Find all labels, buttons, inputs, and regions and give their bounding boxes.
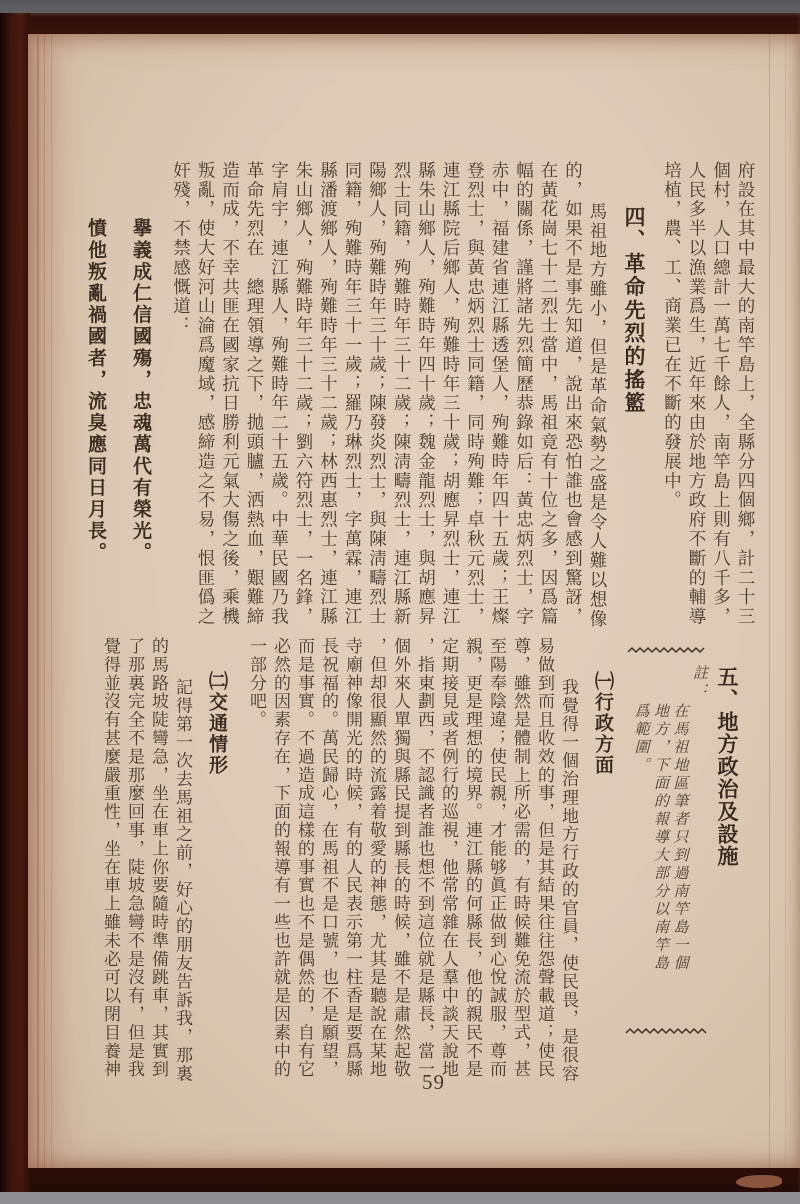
page-edge-line xyxy=(785,34,786,1168)
text-column: 定期接見或者例行的巡視，他常常雜在人羣中談天說地 xyxy=(439,637,458,1079)
book-spine-shadow xyxy=(0,13,30,1192)
text-column: 陽鄉人，殉難時年三十歲；陳發炎烈士，與陳淸疇烈士 xyxy=(367,161,388,627)
text-column: ㈡交通情形 xyxy=(206,671,227,776)
text-column: 易做到而且收效的事，但是其結果往往怨聲載道；使民 xyxy=(535,637,554,1079)
text-column: 憤他叛亂禍國者，流臭應同日月長。 xyxy=(85,218,106,564)
text-column: 個村，人口總計一萬七千餘人，南竿島上則有八千多， xyxy=(711,161,732,627)
text-column: 縣潘渡鄉人，殉難時年三十二歲；林西惠烈士，連江縣 xyxy=(318,161,339,627)
text-column: 了那裏完全不是那麼回事，陡坡急彎不是沒有，但是我 xyxy=(125,637,144,1079)
section-martyrs-cradle xyxy=(79,161,758,633)
text-column: 奸殘，不禁感慨道： xyxy=(171,161,192,336)
text-column: 的馬路坡陡彎急，坐在車上你要隨時準備跳車，其實到 xyxy=(149,637,168,1079)
text-column: 馬祖地方雖小，但是革命氣勢之盛是令人難以想像 xyxy=(588,202,608,629)
text-column: ㈠行政方面 xyxy=(592,671,613,776)
text-column: 必然的因素存在，下面的報導有一些也許就是因素中的 xyxy=(271,637,290,1079)
text-column: 我覺得一個治理地方行政的官員，使民畏，是很容 xyxy=(559,678,578,1083)
text-column: 五、地方政治及設施 xyxy=(715,666,739,868)
text-column: 幅的關係，謹將諸先烈簡歷恭錄如后：黃忠炳烈士，字 xyxy=(514,161,535,627)
text-column: ，但却很顯然的流露着敬愛的神態，尤其是聽說在某地 xyxy=(367,637,386,1079)
text-column: 記得第一次去馬祖之前，好心的朋友告訴我，那裏 xyxy=(173,678,192,1083)
text-column: 寺廟神像開光的時候，有的人民表示第一柱香是要爲縣 xyxy=(343,637,362,1079)
text-column: 人民多半以漁業爲生，近年來由於地方政府不斷的輔導 xyxy=(687,161,707,627)
gutter-crease xyxy=(37,34,39,1168)
gutter-crease xyxy=(51,34,52,1168)
text-column: 字肩宇，連江縣人，殉難時年二十五歲。中華民國乃我 xyxy=(269,161,290,627)
text-column: 擧義成仁信國殤，忠魂萬代有榮光。 xyxy=(130,218,151,564)
text-column: 至陽奉陰違；使民親，才能够眞正做到心悅誠服，尊而 xyxy=(487,637,506,1079)
text-column: 叛亂，使大好河山淪爲魔域，感締造之不易，恨匪僞之 xyxy=(196,161,216,627)
wavy-rule-below-note xyxy=(625,1026,709,1036)
text-column: 爲範圍。 xyxy=(632,703,649,775)
page-edge-line xyxy=(769,34,770,1168)
text-column: 同籍，殉難時年三十一歲；羅乃琳烈士，字萬霖，連江 xyxy=(343,161,363,627)
section-local-politics xyxy=(98,637,748,1087)
text-column: 地方，下面的報導大部分以南竿島 xyxy=(652,703,668,973)
text-column: 親，更是理想的境界。連江縣的何縣長，他的親民不是 xyxy=(463,637,482,1079)
text-column: 個外來人單獨與縣民提到縣長的時候，雖不是肅然起敬 xyxy=(391,637,410,1079)
text-column: 一部分吧。 xyxy=(247,637,266,729)
text-column: 而是事實。不過造成這樣的事實也不是偶然的，自有它 xyxy=(295,637,314,1079)
text-column: 連江縣院后鄉人，殉難時年三十歲；胡應昇烈士，連江 xyxy=(441,161,461,627)
text-column: 革命先烈在 總理領導之下，拋頭臚，洒熱血，艱難締 xyxy=(245,161,265,627)
text-column: 縣朱山鄉人，殉難時年四十歲；魏金龍烈士，與胡應昇 xyxy=(416,161,437,627)
text-column: 造而成，不幸共匪在國家抗日勝利元氣大傷之後，乘機 xyxy=(220,161,241,627)
page-number: 59 xyxy=(422,1070,445,1094)
text-column: 尊，雖然是體制上所必需的，有時候難免流於型式，甚 xyxy=(511,637,530,1079)
text-column: 赤中，福建省連江縣透堡人，殉難時年四十五歲；王燦 xyxy=(490,161,510,627)
text-column: 朱山鄉人，殉難時年三十二歲；劉六符烈士，一名鋒， xyxy=(294,161,314,627)
text-column: 在馬祖地區筆者只到過南竿島一個 xyxy=(671,703,688,973)
gutter-crease xyxy=(44,34,45,1168)
text-column: 註： xyxy=(691,665,707,701)
book-page xyxy=(28,34,800,1168)
cover-wear-mark xyxy=(736,1175,782,1188)
text-column: 覺得並沒有甚麼嚴重性，坐在車上雖未必可以閉目養神 xyxy=(101,637,120,1079)
text-column: 在黃花崗七十二烈士當中，馬祖竟有十位之多，因爲篇 xyxy=(539,161,559,627)
text-column: 培植，農、工、商業已在不斷的發展中。 xyxy=(662,161,683,511)
text-column: 府設在其中最大的南竿島上，全縣分四個鄉，計二十三 xyxy=(736,161,756,627)
text-column: 四、革命先烈的搖籃 xyxy=(622,206,646,415)
text-column: 長祝福的。萬民歸心，在馬祖不是口號，也不是願望， xyxy=(319,637,338,1079)
text-column: ，指東劃西，不認識者誰也想不到這位就是縣長，當一 xyxy=(415,637,434,1079)
text-column: 的，如果不是事先知道，說出來恐怕誰也會感到驚訝， xyxy=(563,161,584,627)
text-column: 登烈士，與黃忠炳烈士同籍，同時殉難；卓秋元烈士， xyxy=(465,161,486,627)
text-column: 烈士同籍，殉難時年三十二歲；陳淸疇烈士，連江縣新 xyxy=(392,161,412,627)
